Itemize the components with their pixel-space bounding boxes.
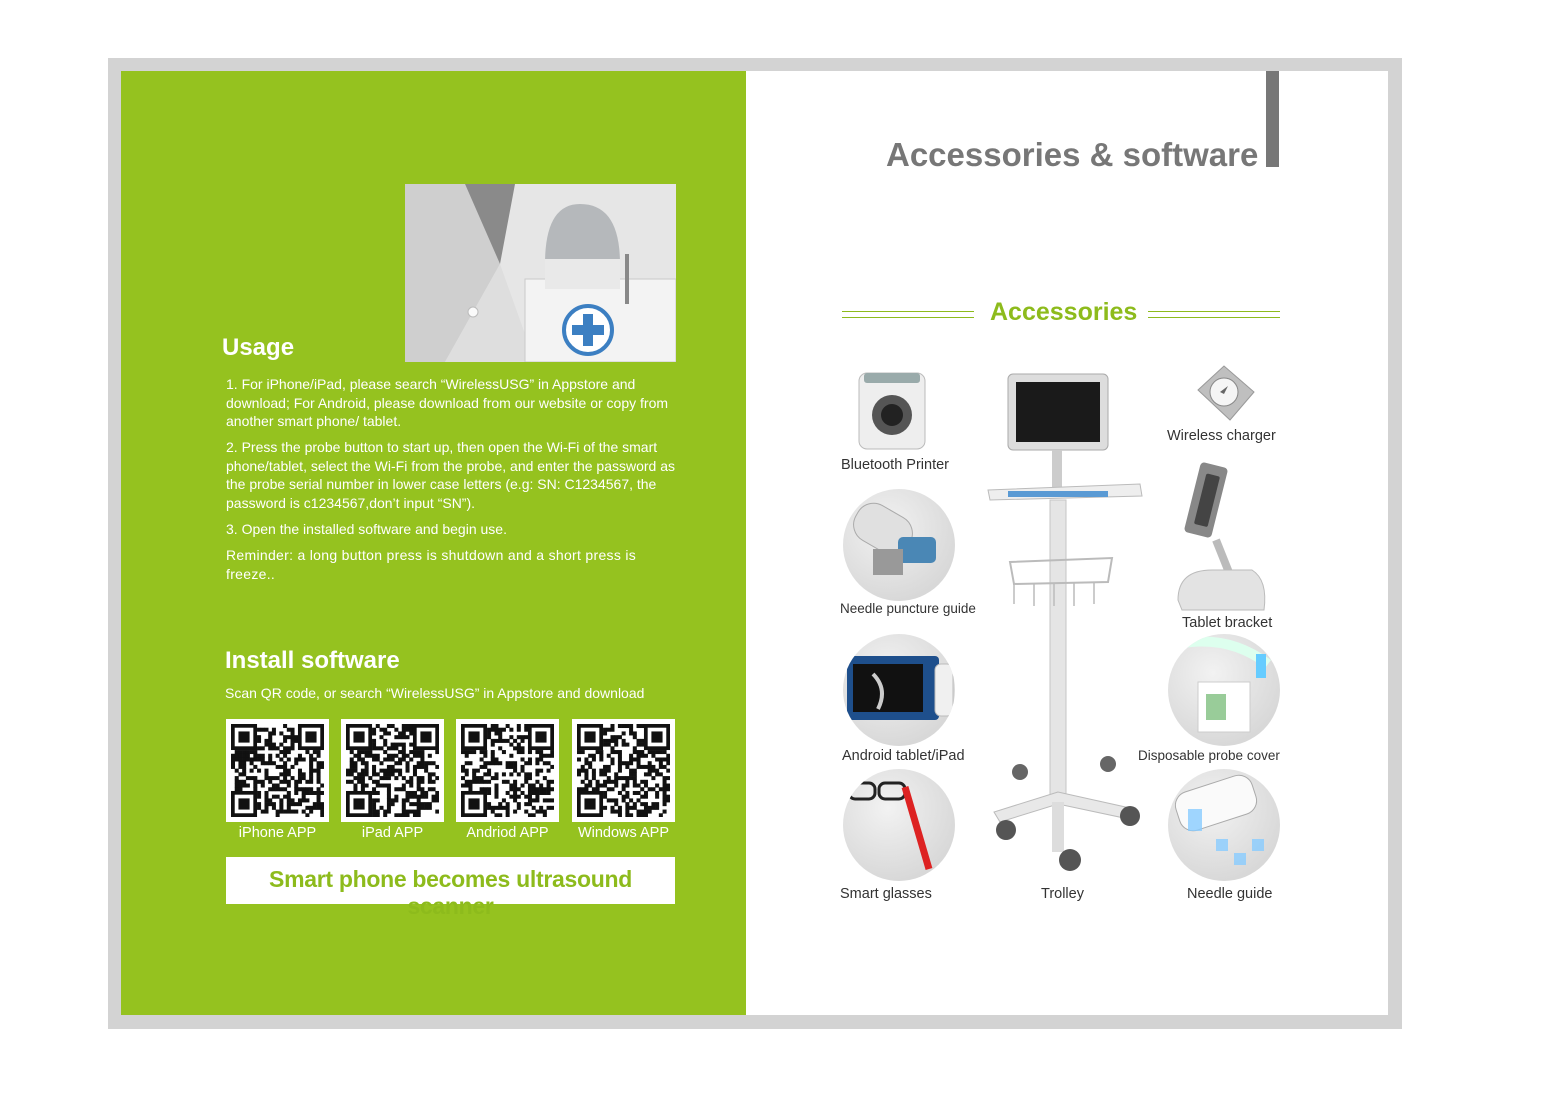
needle-guide-photo <box>1168 769 1280 881</box>
divider-right <box>1148 311 1280 318</box>
qr-code-windows[interactable] <box>572 719 675 822</box>
trolley-icon <box>984 372 1150 876</box>
page-title: Accessories & software <box>886 136 1259 173</box>
install-heading: Install software <box>225 647 400 674</box>
divider-left <box>842 311 974 318</box>
usage-reminder: Reminder: a long button press is shutdown and a short press is freeze.. <box>226 547 637 582</box>
label-tablet-bracket: Tablet bracket <box>1182 615 1273 631</box>
title-accent-bar <box>1266 71 1279 167</box>
qr-label-windows: Windows APP <box>577 825 670 841</box>
label-bluetooth-printer: Bluetooth Printer <box>841 457 950 473</box>
disposable-probe-cover-photo <box>1168 634 1280 746</box>
label-disposable-probe-cover: Disposable probe cover <box>1138 748 1280 763</box>
label-needle-guide: Needle guide <box>1187 886 1273 902</box>
label-trolley: Trolley <box>1041 886 1084 902</box>
qr-code-iphone[interactable] <box>226 719 329 822</box>
qr-label-ipad: iPad APP <box>361 825 424 841</box>
slogan-banner <box>226 857 675 919</box>
qr-code-android[interactable] <box>456 719 559 822</box>
usage-step-1: 1. For iPhone/iPad, please search “WirelessUSG” in Appstore and download; For Android, please download from our website or copy from another smart phone/ tablet. <box>226 376 669 429</box>
android-tablet-photo <box>843 634 955 746</box>
needle-puncture-guide-photo <box>843 489 955 601</box>
install-subtitle: Scan QR code, or search “WirelessUSG” in Appstore and download <box>225 685 645 701</box>
slogan-text: Smart phone becomes ultrasound scanner <box>269 866 632 919</box>
tablet-bracket-icon <box>1172 460 1270 615</box>
usage-heading: Usage <box>222 334 295 361</box>
bluetooth-printer-icon <box>856 370 928 452</box>
label-smart-glasses: Smart glasses <box>840 886 932 902</box>
smart-glasses-photo <box>843 769 955 881</box>
accessories-heading: Accessories <box>990 298 1138 326</box>
usage-step-3: 3. Open the installed software and begin use. <box>226 521 507 537</box>
label-needle-puncture-guide: Needle puncture guide <box>840 601 976 616</box>
usage-step-2: 2. Press the probe button to start up, then open the Wi-Fi of the smart phone/tablet, select the Wi-Fi from the probe, and enter the password as the probe serial number in lower case letters (e.g: SN: C1234567, the password is c1234567,don’t input “SN”). <box>226 439 676 511</box>
wireless-charger-icon <box>1190 362 1258 426</box>
qr-label-android: Andriod APP <box>466 825 549 841</box>
label-android-tablet: Android tablet/iPad <box>842 748 965 764</box>
label-wireless-charger: Wireless charger <box>1167 428 1276 444</box>
qr-label-iphone: iPhone APP <box>238 825 317 841</box>
qr-code-ipad[interactable] <box>341 719 444 822</box>
doctor-coat-photo <box>405 184 676 362</box>
